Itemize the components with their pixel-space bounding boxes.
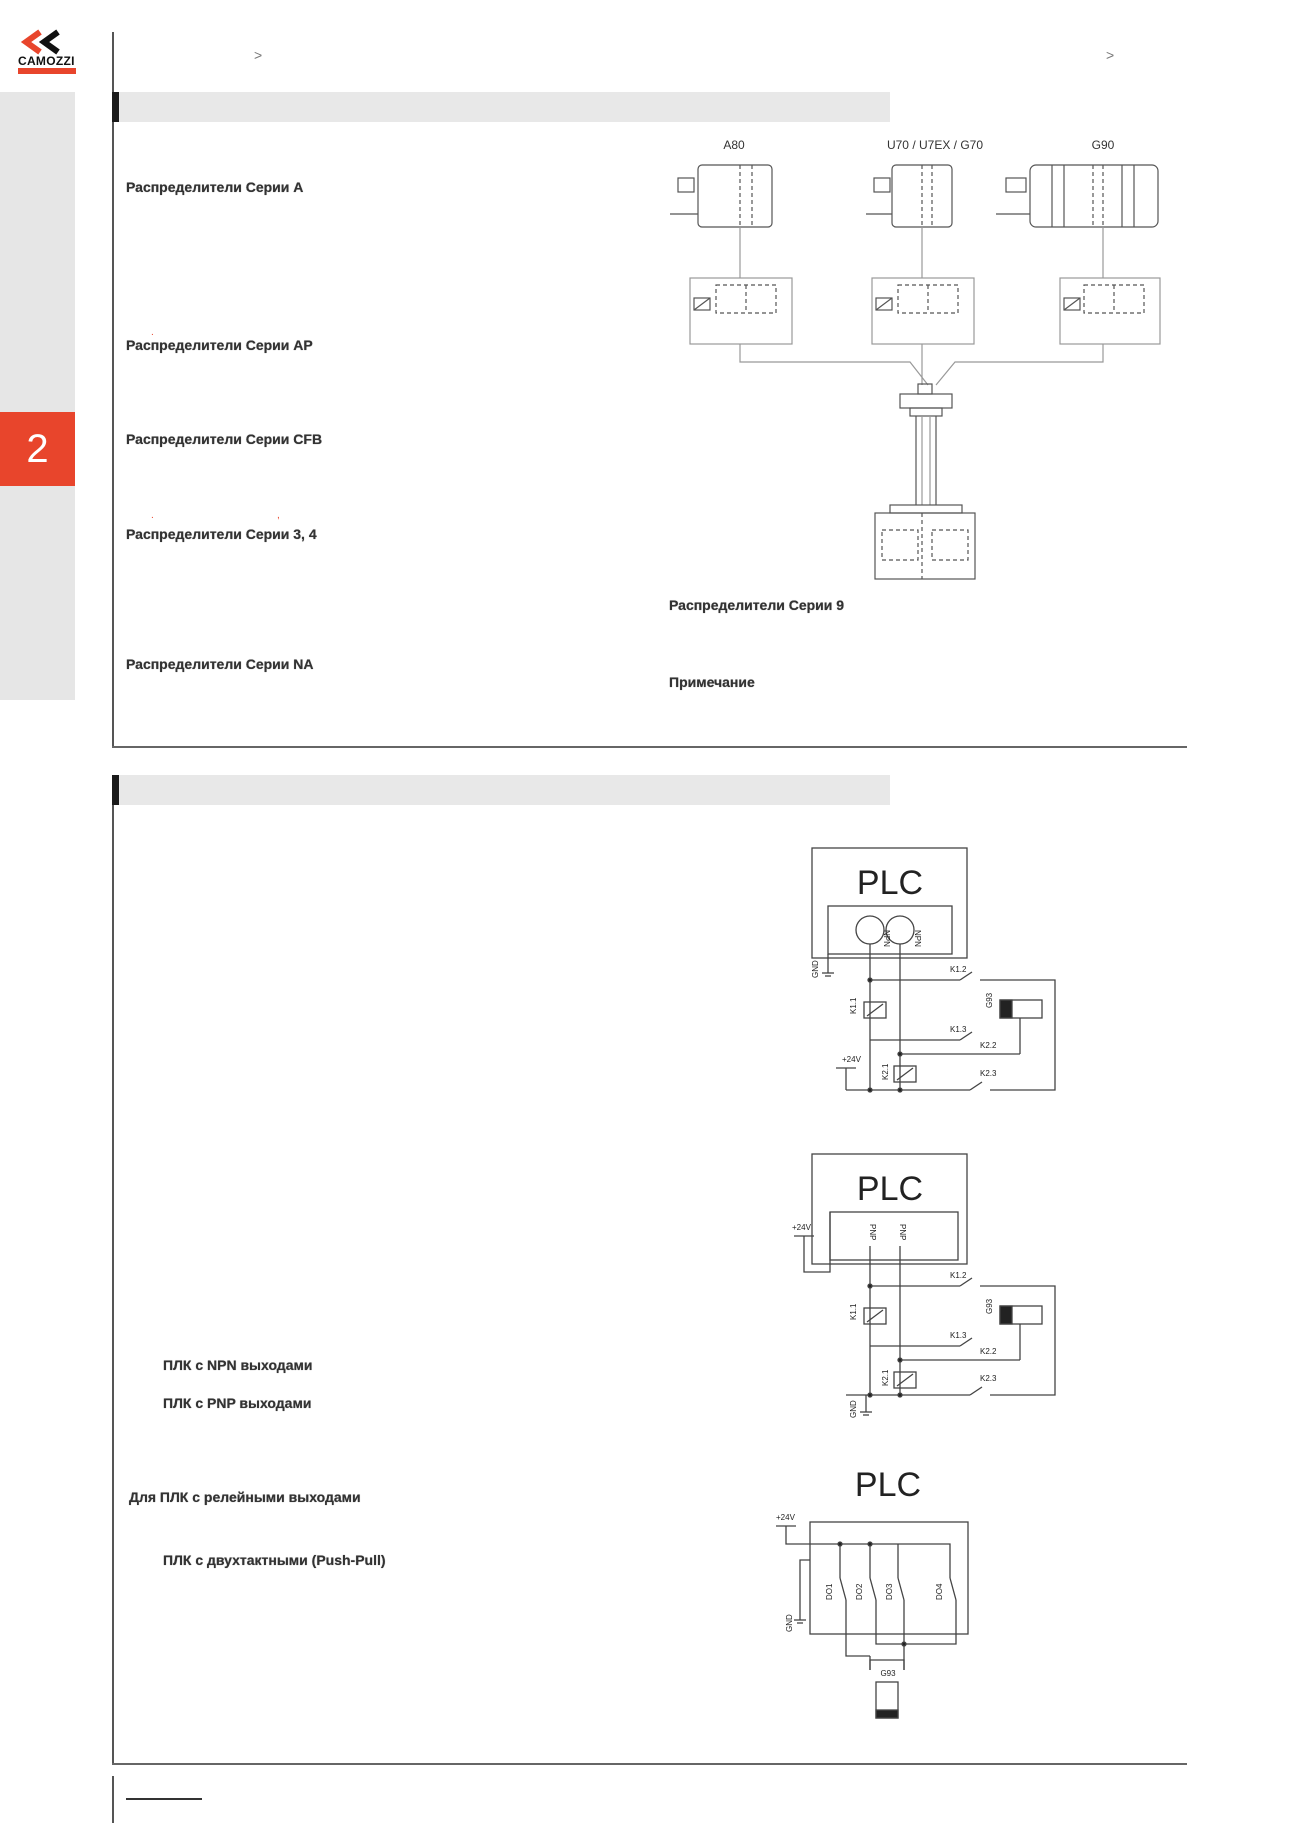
red-mark: , xyxy=(277,510,280,521)
cable-gland xyxy=(900,384,952,505)
plc-relay-diagram xyxy=(770,1460,1010,1730)
label-series-cfb: Распределители Серии CFB xyxy=(126,431,323,447)
section2-header-accent xyxy=(112,775,119,805)
g93-label: G93 xyxy=(880,1669,896,1678)
coil-label-u70: U70 / U7EX / G70 xyxy=(886,138,984,152)
coil-label-a80: A80 xyxy=(723,138,745,152)
valve-symbol xyxy=(690,278,792,344)
do4-label: DO4 xyxy=(935,1583,944,1600)
npn-label: NPN xyxy=(882,930,891,947)
brand-underline xyxy=(18,68,76,74)
plc-title: PLC xyxy=(856,864,924,902)
breadcrumb-separator: > xyxy=(254,47,263,63)
label-plc-npn: ПЛК с NPN выходами xyxy=(163,1357,313,1373)
section1-header xyxy=(112,92,890,122)
k21-label: K2.1 xyxy=(881,1063,890,1080)
red-mark: . xyxy=(151,510,154,521)
brand-name: CAMOZZI xyxy=(18,54,75,68)
gnd-label: GND xyxy=(785,1614,794,1632)
connector-body xyxy=(875,505,975,579)
section-tab[interactable]: 2 xyxy=(0,412,75,486)
label-series-34: Распределители Серии 3, 4 xyxy=(126,526,317,542)
k22-label: K2.2 xyxy=(980,1041,997,1050)
do2-label: DO2 xyxy=(855,1583,864,1600)
plc-title: PLC xyxy=(856,1170,924,1208)
coil-g90 xyxy=(996,165,1158,227)
coil-a80 xyxy=(670,165,772,227)
g93-label: G93 xyxy=(985,992,994,1008)
footer-rule xyxy=(112,1776,114,1823)
plc-npn-diagram xyxy=(800,840,1100,1110)
plc-pnp-diagram xyxy=(792,1150,1100,1420)
coil-label-g90: G90 xyxy=(1091,138,1115,152)
section2-header xyxy=(112,775,890,805)
label-series-9: Распределители Серии 9 xyxy=(669,597,845,613)
k12-label: K1.2 xyxy=(950,965,967,974)
do3-label: DO3 xyxy=(885,1583,894,1600)
gnd-label: GND xyxy=(849,1400,858,1418)
label-plc-pnp: ПЛК с PNP выходами xyxy=(163,1395,312,1411)
left-rule xyxy=(112,32,114,746)
breadcrumb-separator: > xyxy=(1106,47,1115,63)
k12-label: K1.2 xyxy=(950,1271,967,1280)
valve-symbol xyxy=(872,278,974,344)
sidebar-strip xyxy=(0,92,75,700)
plc-title: PLC xyxy=(854,1466,922,1504)
label-series-na: Распределители Серии NA xyxy=(126,656,314,672)
k11-label: K1.1 xyxy=(849,1303,858,1320)
section1-bottom-rule xyxy=(112,746,1187,748)
label-plc-relay: Для ПЛК с релейными выходами xyxy=(129,1489,361,1505)
npn-label: NPN xyxy=(913,930,922,947)
label-series-a: Распределители Серии A xyxy=(126,179,304,195)
pnp-label: PNP xyxy=(898,1224,907,1241)
k13-label: K1.3 xyxy=(950,1025,967,1034)
red-mark: . xyxy=(151,327,154,338)
label-note: Примечание xyxy=(669,674,755,690)
logo-mark-icon xyxy=(18,30,78,54)
k21-label: K2.1 xyxy=(881,1369,890,1386)
k23-label: K2.3 xyxy=(980,1374,997,1383)
v24-label: +24V xyxy=(792,1223,811,1232)
left-rule xyxy=(112,775,114,1763)
g93-label: G93 xyxy=(985,1298,994,1314)
coil-u70 xyxy=(866,165,952,227)
label-plc-pushpull: ПЛК с двухтактными (Push-Pull) xyxy=(163,1552,386,1568)
v24-label: +24V xyxy=(776,1513,795,1522)
v24-label: +24V xyxy=(842,1055,861,1064)
valve-symbol xyxy=(1060,278,1160,344)
k13-label: K1.3 xyxy=(950,1331,967,1340)
label-series-ap: Распределители Серии AP xyxy=(126,337,313,353)
do1-label: DO1 xyxy=(825,1583,834,1600)
brand-logo xyxy=(18,30,78,54)
pnp-label: PNP xyxy=(868,1224,877,1241)
gnd-label: GND xyxy=(811,960,820,978)
k23-label: K2.3 xyxy=(980,1069,997,1078)
k22-label: K2.2 xyxy=(980,1347,997,1356)
section2-bottom-rule xyxy=(112,1763,1187,1765)
section1-header-accent xyxy=(112,92,119,122)
footer-underline xyxy=(126,1798,202,1800)
k11-label: K1.1 xyxy=(849,997,858,1014)
coil-connector-diagram xyxy=(660,130,1180,600)
